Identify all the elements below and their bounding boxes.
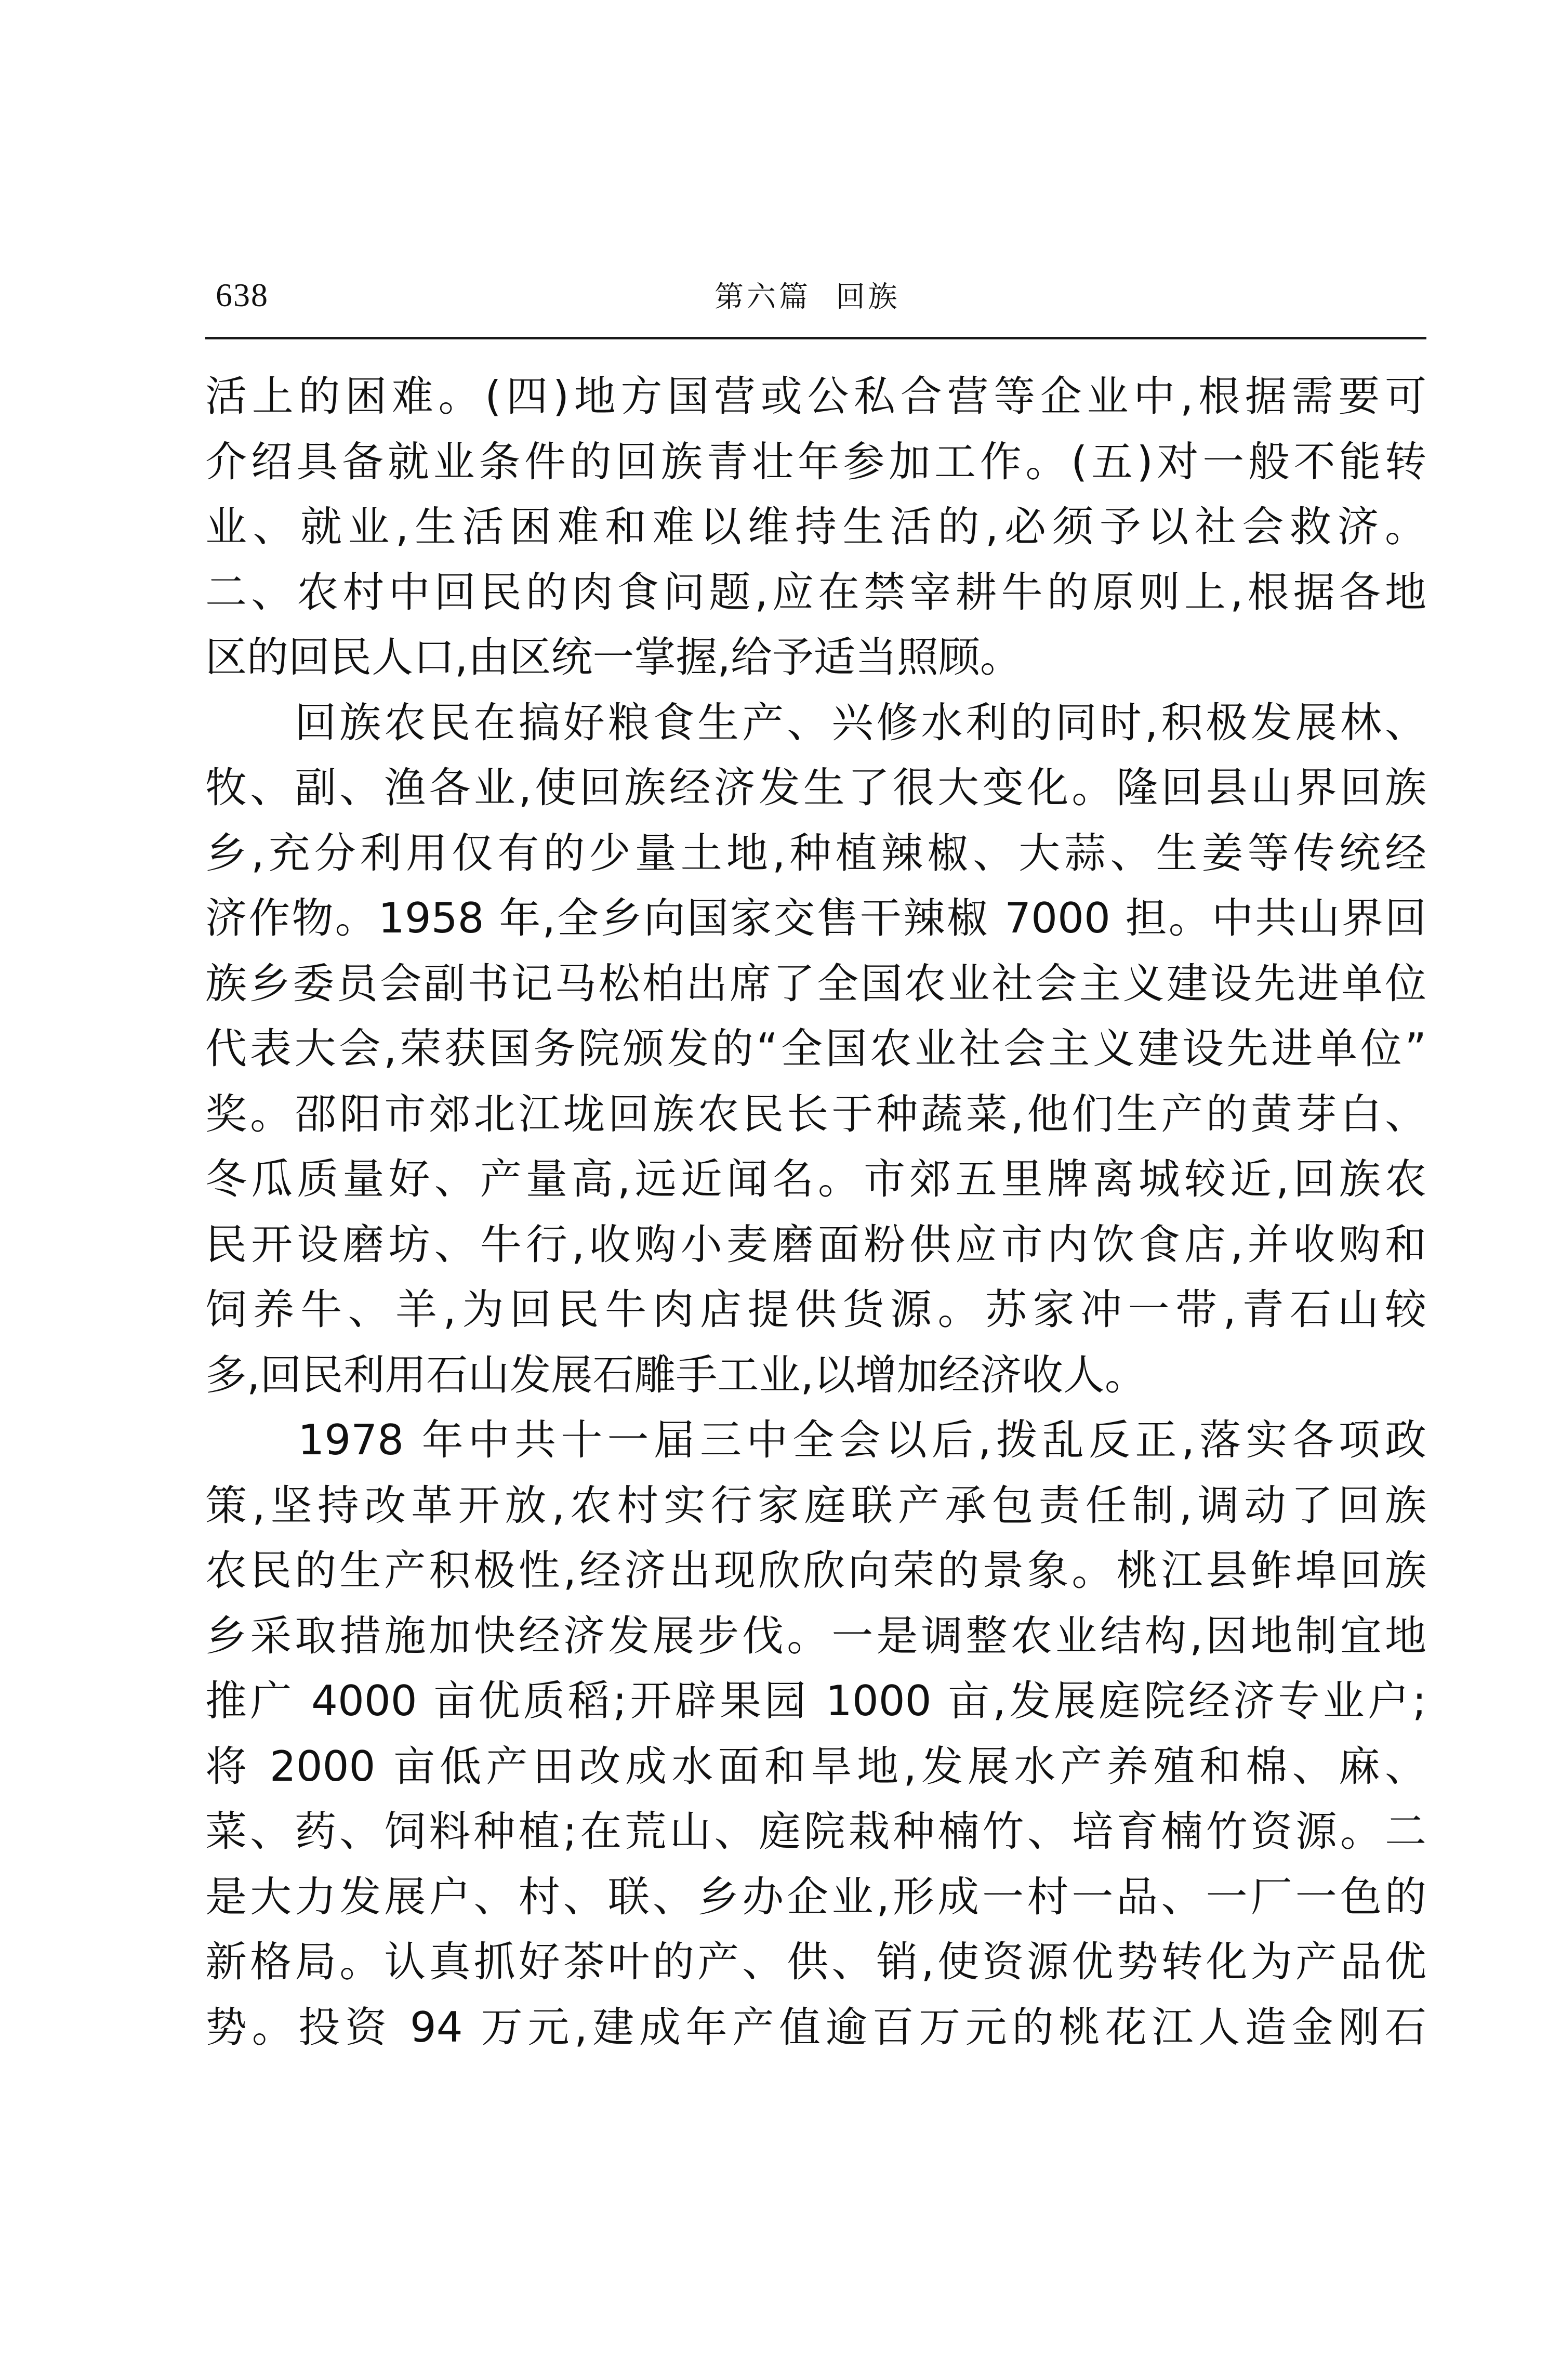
text-line: 回族农民在搞好粮食生产、兴修水利的同时,积极发展林、 [205, 698, 1426, 747]
text-line: 1978 年中共十一届三中全会以后,拨乱反正,落实各项政 [205, 1416, 1426, 1464]
text-line: 新格局。认真抓好茶叶的产、供、销,使资源优势转化为产品优 [205, 1938, 1426, 1986]
running-title: 第六篇 回族 [715, 280, 901, 314]
text-line: 活上的困难。(四)地方国营或公私合营等企业中,根据需要可 [205, 372, 1426, 420]
text-line: 乡,充分利用仅有的少量土地,种植辣椒、大蒜、生姜等传统经 [205, 829, 1426, 877]
text-line: 牧、副、渔各业,使回族经济发生了很大变化。隆回县山界回族 [205, 764, 1426, 812]
text-line: 民开设磨坊、牛行,收购小麦磨面粉供应市内饮食店,并收购和 [205, 1220, 1426, 1269]
text-line: 冬瓜质量好、产量高,远近闻名。市郊五里牌离城较近,回族农 [205, 1155, 1426, 1203]
text-line: 菜、药、饲料种植;在荒山、庭院栽种楠竹、培育楠竹资源。二 [205, 1807, 1426, 1856]
page-number: 638 [216, 277, 269, 313]
text-line: 势。投资 94 万元,建成年产值逾百万元的桃花江人造金刚石 [205, 2003, 1426, 2052]
header-rule [205, 337, 1426, 339]
text-line: 是大力发展户、村、联、乡办企业,形成一村一品、一厂一色的 [205, 1872, 1426, 1921]
text-line: 农民的生产积极性,经济出现欣欣向荣的景象。桃江县鲊埠回族 [205, 1546, 1426, 1595]
text-line: 济作物。1958 年,全乡向国家交售干辣椒 7000 担。中共山界回 [205, 894, 1426, 942]
text-line: 介绍具备就业条件的回族青壮年参加工作。(五)对一般不能转 [205, 437, 1426, 486]
body-text [205, 364, 1426, 2060]
text-line: 区的回民人口,由区统一掌握,给予适当照顾。 [205, 633, 1022, 681]
page-header [205, 270, 1426, 320]
text-line: 饲养牛、羊,为回民牛肉店提供货源。苏家冲一带,青石山较 [205, 1285, 1426, 1334]
text-line: 推广 4000 亩优质稻;开辟果园 1000 亩,发展庭院经济专业户; [205, 1677, 1426, 1725]
text-line: 策,坚持改革开放,农村实行家庭联产承包责任制,调动了回族 [205, 1481, 1426, 1530]
text-line: 二、农村中回民的肉食问题,应在禁宰耕牛的原则上,根据各地 [205, 568, 1426, 616]
text-line: 业、就业,生活困难和难以维持生活的,必须予以社会救济。 [205, 503, 1426, 551]
text-line: 乡采取措施加快经济发展步伐。一是调整农业结构,因地制宜地 [205, 1611, 1426, 1660]
text-line: 奖。邵阳市郊北江垅回族农民长于种蔬菜,他们生产的黄芽白、 [205, 1089, 1426, 1138]
text-line: 族乡委员会副书记马松柏出席了全国农业社会主义建设先进单位 [205, 959, 1426, 1008]
text-line: 代表大会,荣获国务院颁发的“全国农业社会主义建设先进单位” [205, 1024, 1426, 1073]
text-line: 将 2000 亩低产田改成水面和旱地,发展水产养殖和棉、麻、 [205, 1742, 1426, 1791]
text-line: 多,回民利用石山发展石雕手工业,以增加经济收人。 [205, 1350, 1146, 1399]
